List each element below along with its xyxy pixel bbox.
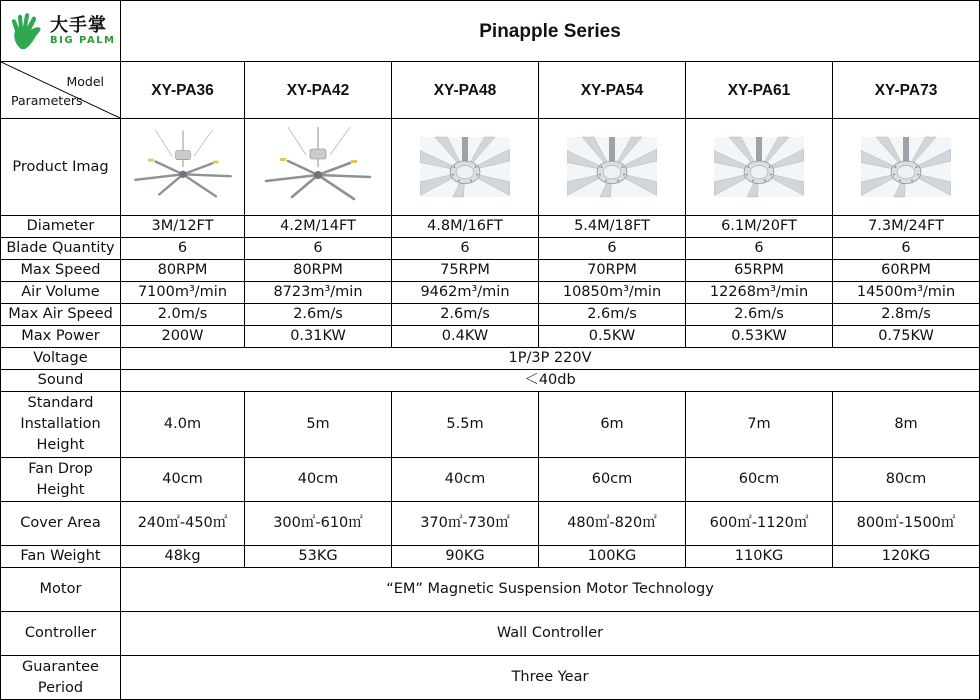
row-label: Motor: [1, 568, 121, 612]
motor-row: [1, 568, 980, 612]
spec-value: 48kg: [121, 546, 245, 568]
spec-value: ＜40db: [121, 370, 980, 392]
row-label: Max Power: [1, 326, 121, 348]
diameter-row: [1, 216, 980, 238]
ceiling-fan-hub-closeup-icon: [420, 135, 510, 199]
voltage-row: [1, 348, 980, 370]
spec-value: 6: [121, 238, 245, 260]
model-name: XY-PA61: [686, 62, 833, 119]
spec-value: 8m: [833, 392, 980, 458]
spec-value: 40cm: [245, 458, 392, 502]
big-palm-hand-icon: [7, 11, 47, 51]
spec-value: 7.3M/24FT: [833, 216, 980, 238]
spec-value: 2.6m/s: [245, 304, 392, 326]
spec-value: 80cm: [833, 458, 980, 502]
model-header-row: [1, 62, 980, 119]
row-label: [1, 392, 121, 458]
row-label-line: Height: [36, 481, 85, 498]
spec-value: 60RPM: [833, 260, 980, 282]
row-label: Voltage: [1, 348, 121, 370]
max-speed-row: [1, 260, 980, 282]
spec-value: 100KG: [539, 546, 686, 568]
row-label: Max Speed: [1, 260, 121, 282]
spec-value: 12268m³/min: [686, 282, 833, 304]
row-label-line: Height: [36, 437, 85, 453]
fan-weight-row: [1, 546, 980, 568]
spec-value: 6: [686, 238, 833, 260]
row-label: Diameter: [1, 216, 121, 238]
title-row: [1, 1, 980, 62]
parameters-header-label: Parameters: [11, 93, 83, 108]
product-image-cell: [833, 119, 980, 216]
logo-english-text: BIG PALM: [50, 35, 116, 47]
spec-value: 4.8M/16FT: [392, 216, 539, 238]
spec-value: 10850m³/min: [539, 282, 686, 304]
spec-value: 6.1M/20FT: [686, 216, 833, 238]
spec-value: 5.4M/18FT: [539, 216, 686, 238]
spec-value: 6: [392, 238, 539, 260]
spec-value: 2.8m/s: [833, 304, 980, 326]
spec-value: 53KG: [245, 546, 392, 568]
row-label: [1, 656, 121, 700]
spec-value: 200W: [121, 326, 245, 348]
model-name: XY-PA48: [392, 62, 539, 119]
spec-value: 5.5m: [392, 392, 539, 458]
row-label: Fan Weight: [1, 546, 121, 568]
sound-row: [1, 370, 980, 392]
spec-value: 0.5KW: [539, 326, 686, 348]
spec-value: 6: [245, 238, 392, 260]
spec-value: Wall Controller: [121, 612, 980, 656]
spec-value: 0.4KW: [392, 326, 539, 348]
row-label: Blade Quantity: [1, 238, 121, 260]
spec-value: 6m: [539, 392, 686, 458]
spec-value: 60cm: [686, 458, 833, 502]
corner-header-cell: [1, 62, 121, 119]
row-label: Product Imag: [1, 119, 121, 216]
air-volume-row: [1, 282, 980, 304]
logo-cell: [1, 1, 121, 62]
product-image-cell: [539, 119, 686, 216]
row-label-line: Standard: [27, 395, 94, 411]
product-image-cell: [245, 119, 392, 216]
row-label: Controller: [1, 612, 121, 656]
fan-drop-height-row: [1, 458, 980, 502]
row-label: Air Volume: [1, 282, 121, 304]
cover-area-row: [1, 502, 980, 546]
ceiling-fan-full-view-icon: [128, 128, 238, 206]
guarantee-row: [1, 656, 980, 700]
blade-quantity-row: [1, 238, 980, 260]
controller-row: [1, 612, 980, 656]
spec-value: 8723m³/min: [245, 282, 392, 304]
row-label-line: Guarantee: [22, 658, 99, 675]
spec-value: 2.6m/s: [686, 304, 833, 326]
spec-value: 70RPM: [539, 260, 686, 282]
spec-value: Three Year: [121, 656, 980, 700]
spec-value: 80RPM: [121, 260, 245, 282]
row-label: Max Air Speed: [1, 304, 121, 326]
row-label-line: Fan Drop: [28, 460, 93, 477]
model-name: XY-PA42: [245, 62, 392, 119]
spec-value: 2.0m/s: [121, 304, 245, 326]
row-label: Cover Area: [1, 502, 121, 546]
spec-value: 4.2M/14FT: [245, 216, 392, 238]
spec-value: 90KG: [392, 546, 539, 568]
spec-value: “EM” Magnetic Suspension Motor Technology: [121, 568, 980, 612]
spec-value: 5m: [245, 392, 392, 458]
spec-value: 60cm: [539, 458, 686, 502]
spec-value: 1P/3P 220V: [121, 348, 980, 370]
spec-value: 3M/12FT: [121, 216, 245, 238]
spec-value: 6: [539, 238, 686, 260]
ceiling-fan-hub-closeup-icon: [861, 135, 951, 199]
spec-value: 480㎡-820㎡: [539, 502, 686, 546]
product-image-row: [1, 119, 980, 216]
spec-value: 2.6m/s: [539, 304, 686, 326]
spec-value: 2.6m/s: [392, 304, 539, 326]
spec-value: 14500m³/min: [833, 282, 980, 304]
product-image-cell: [121, 119, 245, 216]
spec-value: 7100m³/min: [121, 282, 245, 304]
spec-value: 600㎡-1120㎡: [686, 502, 833, 546]
product-image-cell: [686, 119, 833, 216]
spec-value: 0.75KW: [833, 326, 980, 348]
spec-value: 120KG: [833, 546, 980, 568]
spec-value: 40cm: [121, 458, 245, 502]
spec-value: 800㎡-1500㎡: [833, 502, 980, 546]
spec-value: 7m: [686, 392, 833, 458]
spec-value: 4.0m: [121, 392, 245, 458]
row-label-line: Period: [37, 679, 84, 696]
row-label: [1, 458, 121, 502]
spec-value: 240㎡-450㎡: [121, 502, 245, 546]
model-name: XY-PA36: [121, 62, 245, 119]
spec-value: 75RPM: [392, 260, 539, 282]
max-power-row: [1, 326, 980, 348]
spec-value: 0.53KW: [686, 326, 833, 348]
spec-value: 370㎡-730㎡: [392, 502, 539, 546]
spec-value: 9462m³/min: [392, 282, 539, 304]
max-air-speed-row: [1, 304, 980, 326]
ceiling-fan-hub-closeup-icon: [567, 135, 657, 199]
model-header-label: Model: [66, 74, 104, 89]
model-name: XY-PA73: [833, 62, 980, 119]
table-title: Pinapple Series: [121, 1, 980, 62]
spec-value: 80RPM: [245, 260, 392, 282]
model-name: XY-PA54: [539, 62, 686, 119]
spec-value: 65RPM: [686, 260, 833, 282]
spec-value: 40cm: [392, 458, 539, 502]
spec-value: 110KG: [686, 546, 833, 568]
logo-chinese-text: 大手掌: [50, 14, 107, 36]
installation-height-row: [1, 392, 980, 458]
ceiling-fan-full-view-icon: [258, 127, 378, 207]
product-image-cell: [392, 119, 539, 216]
row-label: Sound: [1, 370, 121, 392]
row-label-line: Installation: [20, 416, 101, 432]
spec-value: 300㎡-610㎡: [245, 502, 392, 546]
spec-value: 0.31KW: [245, 326, 392, 348]
ceiling-fan-hub-closeup-icon: [714, 135, 804, 199]
spec-value: 6: [833, 238, 980, 260]
